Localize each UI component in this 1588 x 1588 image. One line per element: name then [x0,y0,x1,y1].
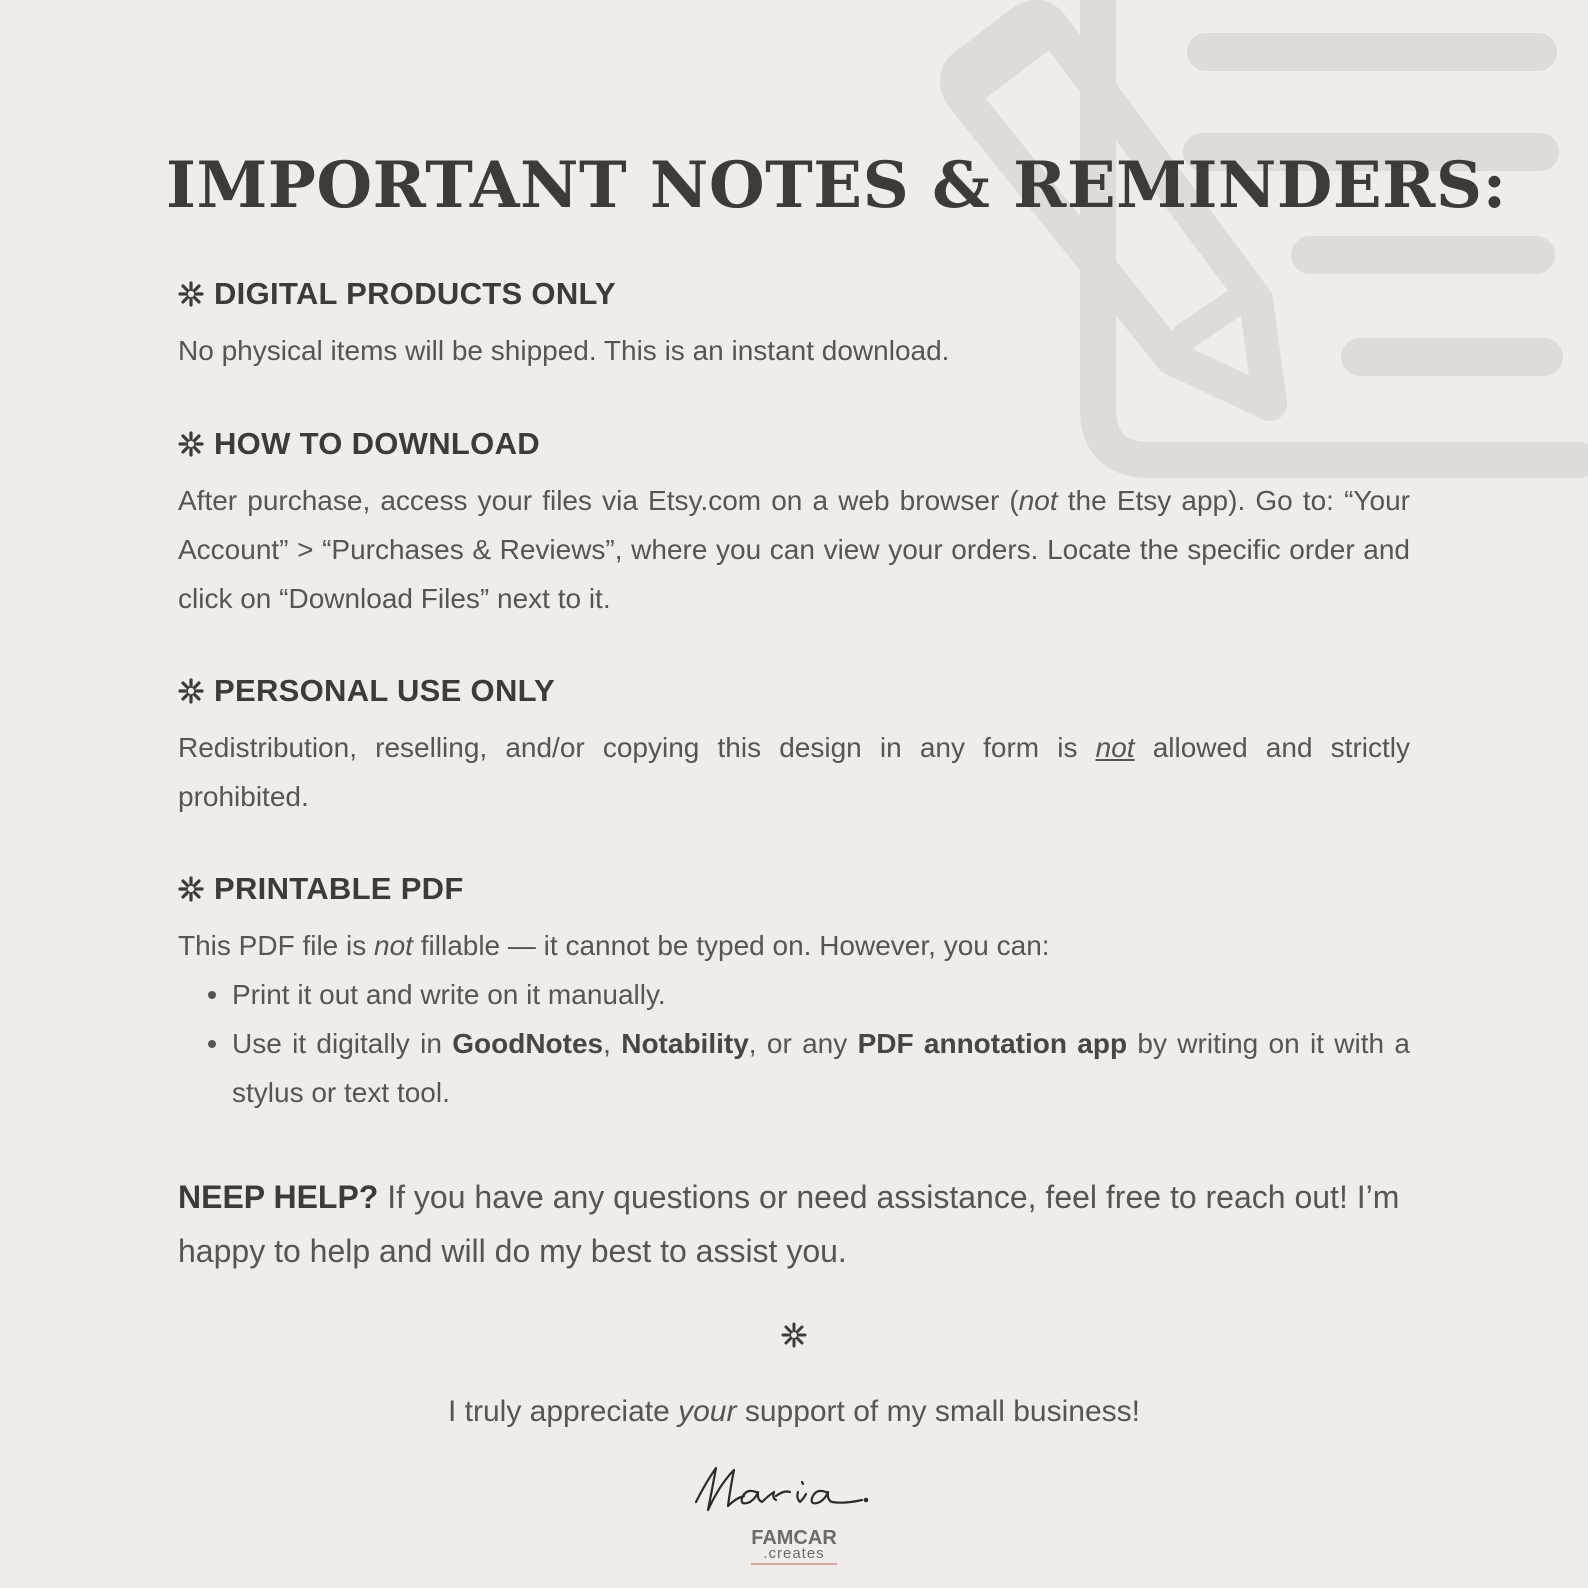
app-name-notability: Notability [621,1028,749,1059]
section-heading [178,673,1410,709]
thanks-text: I truly appreciate [448,1395,679,1428]
section-body [178,476,1410,623]
section-digital-products [178,276,1410,375]
asterisk-icon [178,431,204,457]
list-item-text: , or any [748,1028,858,1059]
section-heading-text: PRINTABLE PDF [214,871,464,906]
section-how-to-download [178,426,1410,623]
section-body [178,723,1410,821]
bullet-list [178,970,1410,1117]
section-heading [178,871,1410,907]
body-emphasis: not [1018,485,1058,516]
brand-sub: .creates [763,1545,825,1562]
body-emphasis: not [1095,732,1135,763]
section-heading [178,426,1410,462]
section-heading [178,276,1410,312]
asterisk-icon [781,1322,807,1348]
body-text: This PDF file is [178,930,375,961]
body-text: the Etsy app). Go to: “Your Account” > “Purchases & Reviews”, where you can view your orders. Locate the specific order and click on “Download Files” next to it. [178,485,1410,614]
notepad-pencil-icon [940,0,1588,490]
thanks-emphasis: your [678,1395,737,1428]
body-emphasis: not [374,930,413,961]
body-text: After purchase, access your files via Etsy.com on a web browser ( [178,485,1019,516]
section-heading-text: DIGITAL PRODUCTS ONLY [214,276,616,311]
section-body: No physical items will be shipped. This is an instant download. [178,335,950,366]
help-label: NEEP HELP? [178,1179,379,1215]
list-item [232,1019,1410,1117]
thanks-message [0,1392,1588,1432]
thanks-text: support of my small business! [736,1395,1140,1428]
asterisk-icon [178,678,204,704]
app-name-pdf-annotation: PDF annotation app [857,1028,1128,1059]
list-item-text: , [603,1028,622,1059]
app-name-goodnotes: GoodNotes [452,1028,604,1059]
section-heading-text: HOW TO DOWNLOAD [214,426,540,461]
help-text [178,1170,1418,1278]
help-body: If you have any questions or need assistance, feel free to reach out! I’m happy to help and will do my best to assist you. [178,1179,1400,1269]
section-heading-text: PERSONAL USE ONLY [214,673,556,708]
list-item: Print it out and write on it manually. [232,970,1410,1019]
brand-name: FAMCAR [751,1527,837,1549]
list-item-text: by writing on it with a stylus or text tool. [232,1028,1410,1108]
section-personal-use [178,673,1410,821]
section-printable-pdf [178,871,1410,1117]
section-body [178,921,1410,970]
asterisk-icon [178,876,204,902]
body-text: allowed and strictly prohibited. [178,732,1410,812]
body-text: fillable — it cannot be typed on. However, you can: [412,930,1050,961]
brand-underline [751,1563,837,1565]
signature [694,1462,894,1532]
body-text: Redistribution, reselling, and/or copying this design in any form is [178,732,1096,763]
brand-logo [744,1528,844,1565]
list-item-text: Use it digitally in [232,1028,453,1059]
asterisk-icon [178,281,204,307]
page-title: IMPORTANT NOTES & REMINDERS: [166,148,1507,223]
